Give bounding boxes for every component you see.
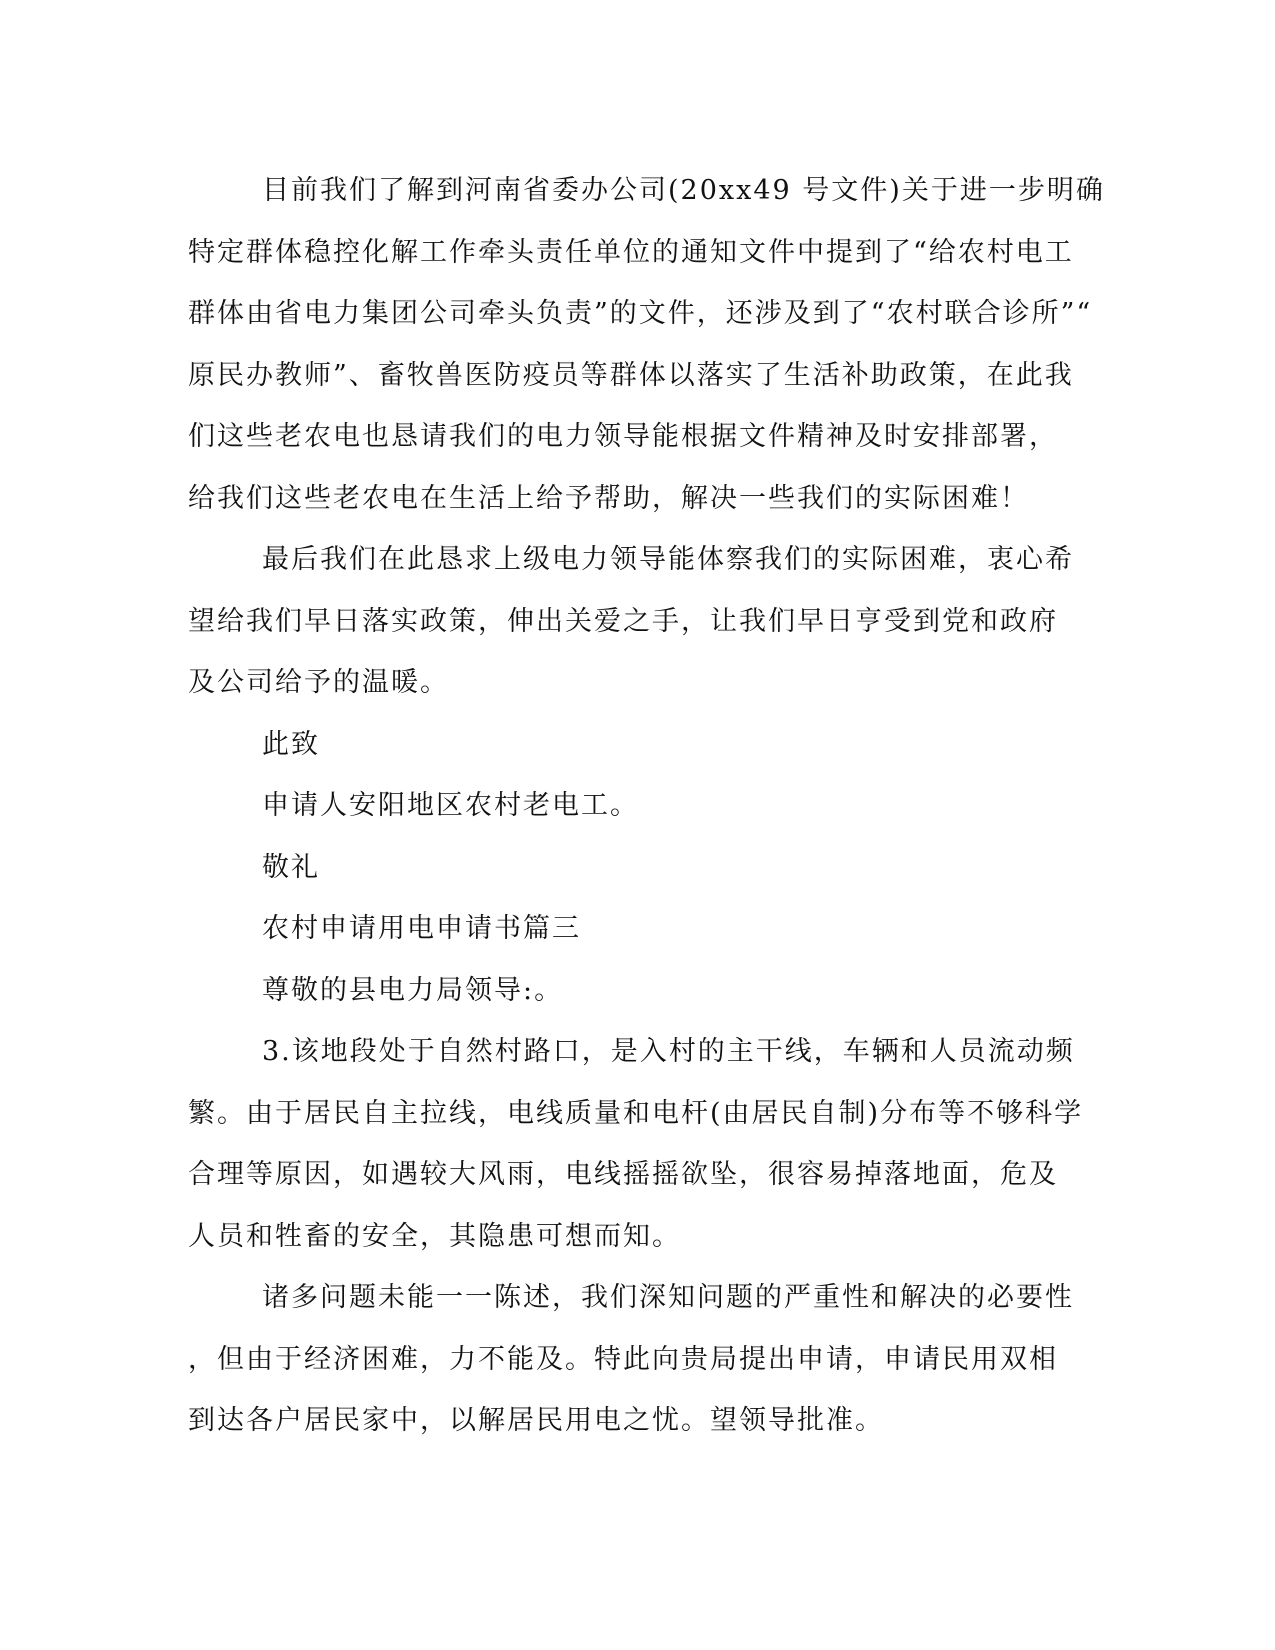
text-line: 合理等原因，如遇较大风雨，电线摇摇欲坠，很容易掉落地面，危及 xyxy=(188,1159,1058,1190)
text-line: 特定群体稳控化解工作牵头责任单位的通知文件中提到了“给农村电工 xyxy=(188,236,1074,268)
text-line: 繁。由于居民自主拉线，电线质量和电杆(由居民自制)分布等不够科学 xyxy=(188,1097,1084,1129)
text-line: 原民办教师”、畜牧兽医防疫员等群体以落实了生活补助政策，在此我 xyxy=(188,359,1074,391)
text-line: 及公司给予的温暖。 xyxy=(188,667,449,698)
text-line: 敬礼 xyxy=(262,851,320,883)
text-line: 们这些老农电也恳请我们的电力领导能根据文件精神及时安排部署， xyxy=(188,421,1058,452)
text-line: 目前我们了解到河南省委办公司(20xx49 号文件)关于进一步明确 xyxy=(262,175,1105,206)
text-line: 到达各户居民家中，以解居民用电之忧。望领导批准。 xyxy=(188,1405,884,1436)
text-line: 诸多问题未能一一陈述，我们深知问题的严重性和解决的必要性 xyxy=(262,1282,1074,1313)
section-heading: 农村申请用电申请书篇三 xyxy=(262,913,581,944)
text-line: 3.该地段处于自然村路口，是入村的主干线，车辆和人员流动频 xyxy=(262,1036,1075,1067)
text-line: 人员和牲畜的安全，其隐患可想而知。 xyxy=(188,1220,681,1252)
document-body xyxy=(188,160,1105,1452)
text-line: 此致 xyxy=(262,728,320,760)
text-line: 最后我们在此恳求上级电力领导能体察我们的实际困难，衷心希 xyxy=(262,544,1074,575)
text-line: 给我们这些老农电在生活上给予帮助，解决一些我们的实际困难！ xyxy=(188,482,1029,514)
text-line: ，但由于经济困难，力不能及。特此向贵局提出申请，申请民用双相 xyxy=(188,1343,1058,1375)
text-line: 申请人安阳地区农村老电工。 xyxy=(262,790,639,821)
text-line: 望给我们早日落实政策，伸出关爱之手，让我们早日亨受到党和政府 xyxy=(188,605,1058,637)
text-line: 群体由省电力集团公司牵头负责”的文件，还涉及到了“农村联合诊所”“ xyxy=(188,298,1093,329)
salutation: 尊敬的县电力局领导:。 xyxy=(262,974,564,1006)
